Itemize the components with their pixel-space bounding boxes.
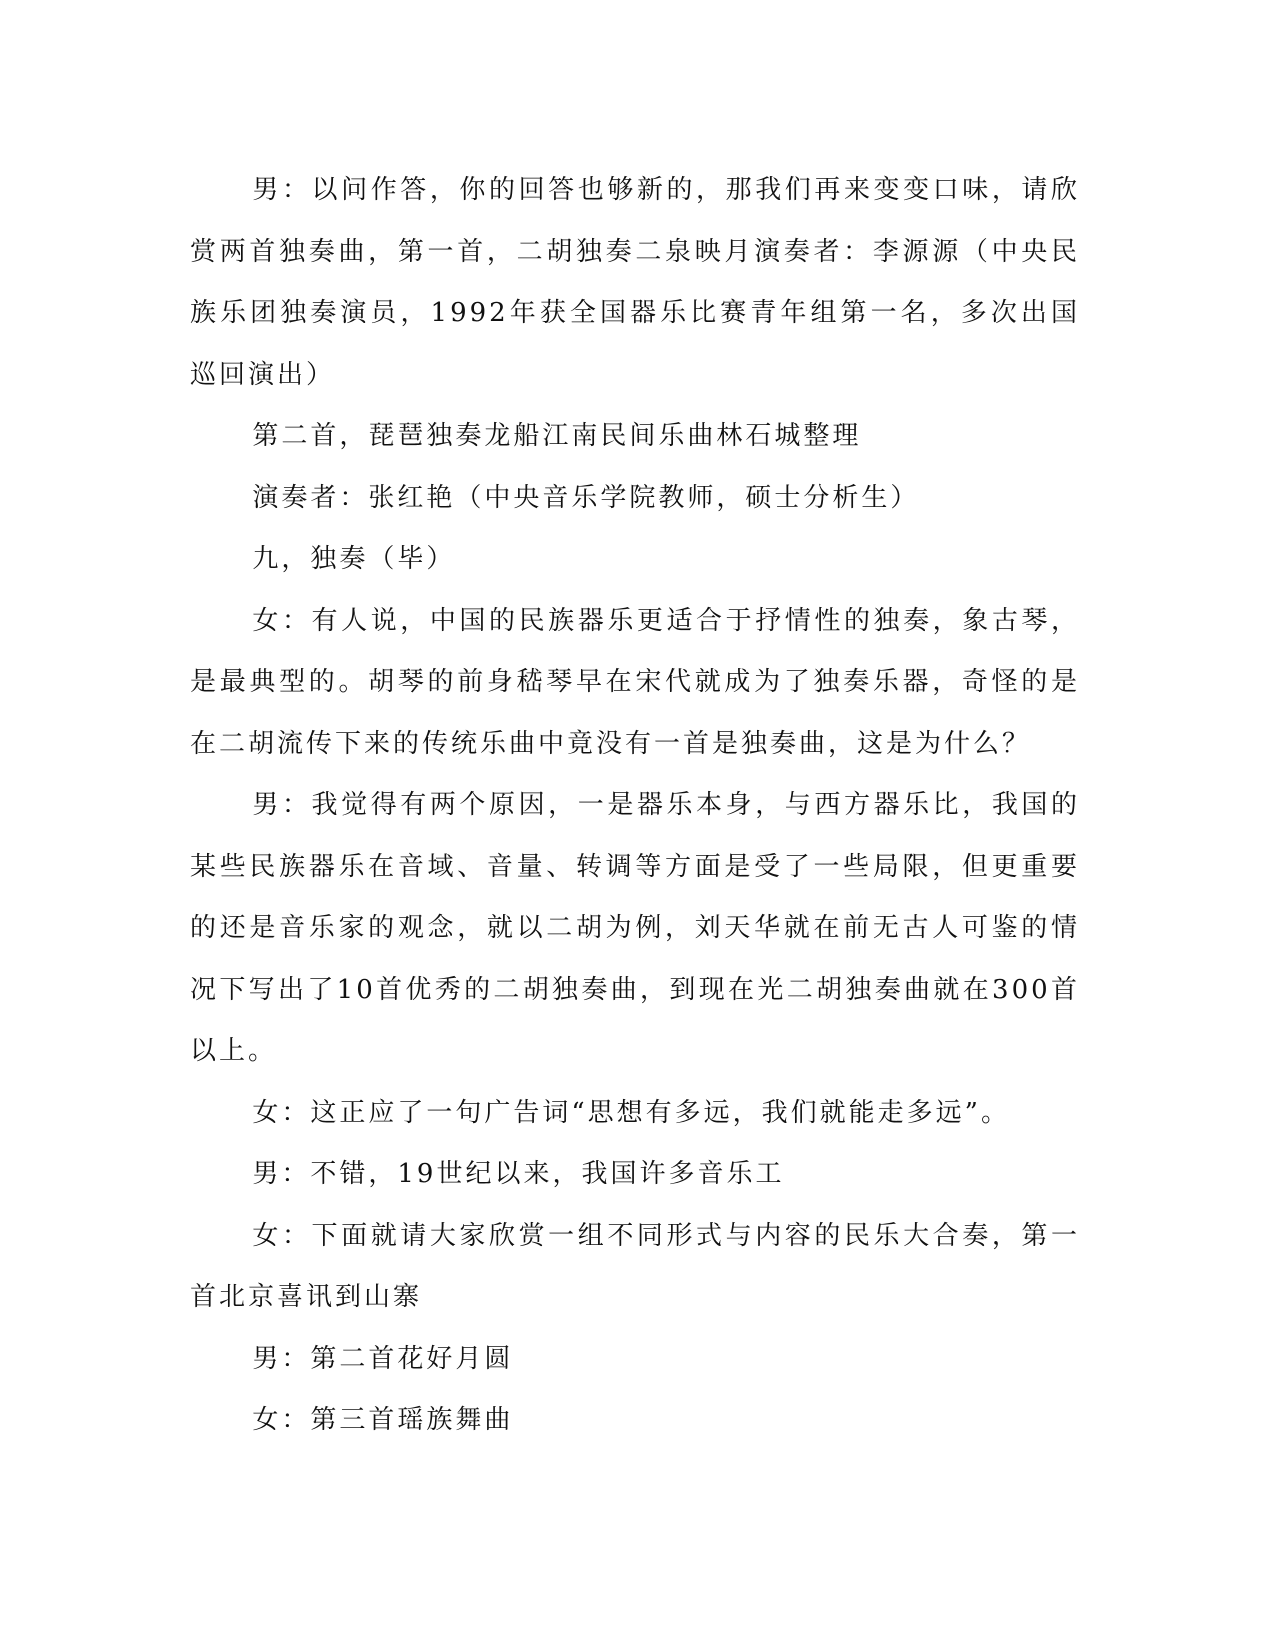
paragraph: 男：我觉得有两个原因，一是器乐本身，与西方器乐比，我国的某些民族器乐在音域、音量、转调等方面是受了一些局限，但更重要的还是音乐家的观念，就以二胡为例，刘天华就在前无古人可鉴的情况下写出了10首优秀的二胡独奏曲，到现在光二胡独奏曲就在300首以上。: [190, 790, 1080, 1066]
paragraph: 女：下面就请大家欣赏一组不同形式与内容的民乐大合奏，第一首北京喜讯到山寨: [190, 1220, 1080, 1312]
paragraph: 演奏者：张红艳（中央音乐学院教师，硕士分析生）: [252, 482, 920, 513]
paragraph: 男：第二首花好月圆: [252, 1343, 514, 1374]
paragraph: 九，独奏（毕）: [252, 544, 456, 574]
document-body: [190, 160, 1080, 1452]
paragraph: 女：第三首瑶族舞曲: [252, 1405, 514, 1435]
paragraph: 女：有人说，中国的民族器乐更适合于抒情性的独奏，象古琴，是最典型的。胡琴的前身嵇琴早在宋代就成为了独奏乐器，奇怪的是在二胡流传下来的传统乐曲中竟没有一首是独奏曲，这是为什么？: [190, 605, 1080, 759]
paragraph: 女：这正应了一句广告词“思想有多远，我们就能走多远”。: [252, 1097, 1010, 1128]
paragraph: 男：不错，19世纪以来，我国许多音乐工: [252, 1159, 785, 1189]
paragraph: 男：以问作答，你的回答也够新的，那我们再来变变口味，请欣赏两首独奏曲，第一首，二胡独奏二泉映月演奏者：李源源（中央民族乐团独奏演员，1992年获全国器乐比赛青年组第一名，多次出国巡回演出）: [190, 175, 1080, 390]
paragraph: 第二首，琵琶独奏龙船江南民间乐曲林石城整理: [252, 421, 862, 451]
